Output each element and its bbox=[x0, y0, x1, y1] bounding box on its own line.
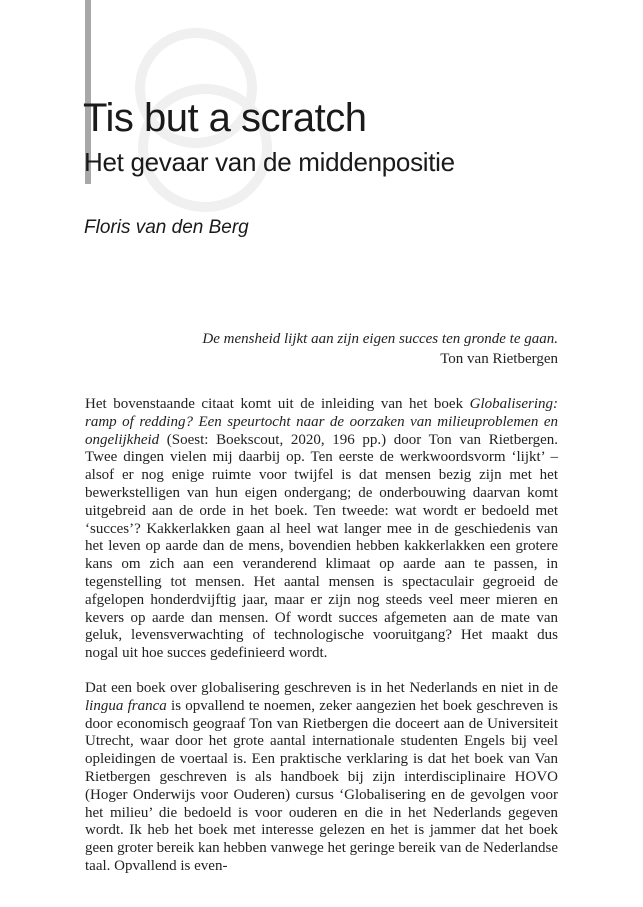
author-name: Floris van den Berg bbox=[84, 217, 249, 238]
text-segment: Dat een boek over globalisering geschreven is in het Nederlands en niet in de bbox=[85, 679, 558, 696]
body-paragraph bbox=[85, 396, 558, 663]
page-title: Tis but a scratch bbox=[83, 96, 367, 140]
epigraph bbox=[78, 329, 558, 369]
text-segment: is opvallend te noemen, zeker aangezien het boek geschreven is door economisch geograaf Ton van Rietbergen die doceert aan de Universiteit Utrecht, waar door het grote aantal internationale studenten Engels bij veel opleidingen de voertaal is. Een praktische verklaring is dat het boek van Van Rietbergen geschreven is als handboek bij zijn interdisciplinaire HOVO (Hoger Onderwijs voor Ouderen) cursus ‘Globalisering en de gevolgen voor het milieu’ die bedoeld is voor ouderen en die in het Nederlands gegeven wordt. Ik heb het boek met interesse gelezen en het is jammer dat het boek geen groter bereik kan hebben vanwege het geringe bereik van de Nederlandse taal. Opvallend is even- bbox=[85, 697, 558, 874]
body-paragraph bbox=[85, 680, 558, 876]
text-segment: Het bovenstaande citaat komt uit de inleiding van het boek bbox=[85, 396, 470, 412]
text-segment-italic: Globalisering: ramp of redding? Een speurtocht naar de oorzaken van milieuproblemen en ongelijkheid bbox=[85, 396, 558, 448]
body-text bbox=[85, 396, 558, 876]
text-segment-italic: lingua franca bbox=[85, 697, 167, 714]
epigraph-quote: De mensheid lijkt aan zijn eigen succes ten gronde te gaan. bbox=[202, 331, 558, 347]
epigraph-attribution: Ton van Rietbergen bbox=[440, 351, 558, 367]
page-subtitle: Het gevaar van de middenpositie bbox=[84, 147, 455, 177]
text-segment: (Soest: Boekscout, 2020, 196 pp.) door Ton van Rietbergen. Twee dingen vielen mij daarbij op. Ten eerste de werkwoordsvorm ‘lijkt’ – alsof er nog enige ruimte voor twijfel is dat mensen bezig zijn met het bewerkstelligen van hun eigen ondergang; de onderbouwing daarvan komt uitgebreid aan de orde in het boek. Ten tweede: wat wordt er bedoeld met ‘succes’? Kakkerlakken gaan al heel wat langer mee in de geschiedenis van het leven op aarde dan de mens, bovendien hebben kakkerlakken een grotere kans om zich aan een veranderend klimaat op aarde aan te passen, in tegenstelling tot mensen. Het aantal mensen is spectaculair gegroeid de afgelopen honderdvijftig jaar, maar er zijn nog steeds veel meer mieren en kevers op aarde dan mensen. Of wordt succes afgemeten aan de mate van geluk, levensverwachting of technologische vooruitgang? Het maakt dus nogal uit hoe succes gedefinieerd wordt. bbox=[85, 431, 558, 662]
